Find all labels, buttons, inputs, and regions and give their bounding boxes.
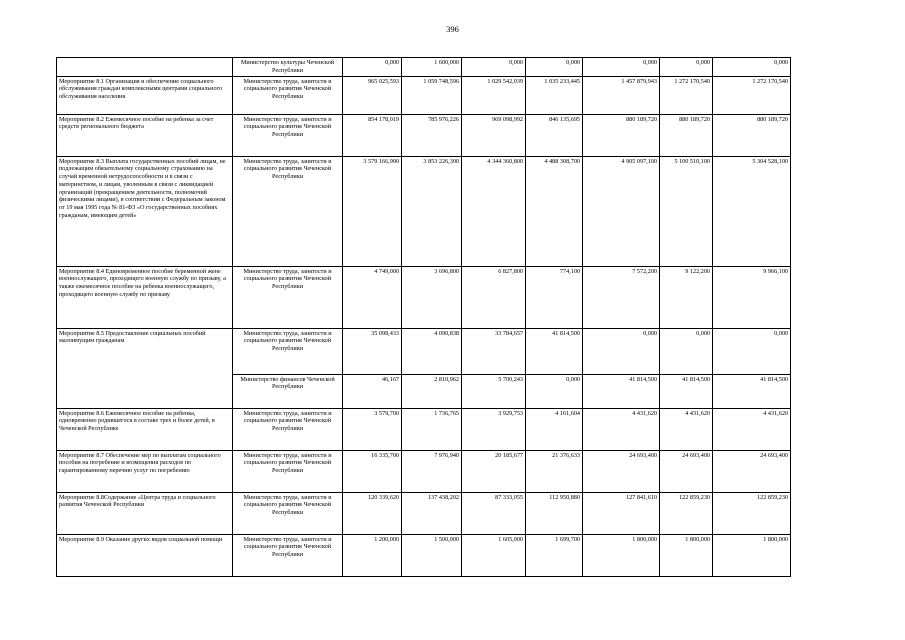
- value-cell: 880 189,720: [583, 114, 660, 156]
- value-cell: 24 693,400: [660, 450, 713, 492]
- activity-name-cell: Мероприятие 8.3 Выплата государственных пособий лицам, не подлежащим обязательному социальному страхованию на случай временной нетрудоспособности и в связи с материнством, и лицам, уволенным в связи с ликвидацией организаций (прекращением деятельности, полномочий физическими лицами), в соответствии с Федеральным законом от 19 мая 1995 года № 81-ФЗ «О государственных пособиях гражданам, имеющим детей»: [57, 156, 233, 266]
- value-cell: 4 431,620: [660, 408, 713, 450]
- value-cell: 4 749,000: [343, 266, 402, 328]
- value-cell: 41 814,500: [583, 374, 660, 408]
- value-cell: 137 438,202: [402, 492, 462, 534]
- value-cell: 0,000: [526, 374, 583, 408]
- value-cell: 127 841,610: [583, 492, 660, 534]
- value-cell: 46,167: [343, 374, 402, 408]
- value-cell: 785 976,226: [402, 114, 462, 156]
- activity-name-cell: Мероприятие 8.2 Ежемесячное пособие на ребенка за счет средств регионального бюджета: [57, 114, 233, 156]
- value-cell: 969 098,992: [462, 114, 526, 156]
- value-cell: 1 699,700: [526, 534, 583, 576]
- value-cell: 1 035 233,445: [526, 76, 583, 114]
- value-cell: 4 488 308,700: [526, 156, 583, 266]
- value-cell: 4 090,838: [402, 328, 462, 374]
- value-cell: 1 800,000: [583, 534, 660, 576]
- value-cell: 24 693,400: [583, 450, 660, 492]
- executor-cell: Министерство культуры Чеченской Республики: [233, 58, 343, 77]
- value-cell: 122 859,230: [713, 492, 791, 534]
- table-row: [57, 58, 791, 77]
- value-cell: 1 457 879,943: [583, 76, 660, 114]
- value-cell: 0,000: [343, 58, 402, 77]
- value-cell: 4 905 097,100: [583, 156, 660, 266]
- value-cell: 20 185,677: [462, 450, 526, 492]
- executor-cell: Министерство труда, занятости и социального развития Чеченской Республики: [233, 534, 343, 576]
- value-cell: 5 700,243: [462, 374, 526, 408]
- value-cell: 3 929,753: [462, 408, 526, 450]
- value-cell: 880 189,720: [660, 114, 713, 156]
- table-row: [57, 328, 791, 374]
- executor-cell: Министерство труда, занятости и социального развития Чеченской Республики: [233, 450, 343, 492]
- value-cell: 5 304 528,100: [713, 156, 791, 266]
- table-row: [57, 156, 791, 266]
- executor-cell: Министерство труда, занятости и социального развития Чеченской Республики: [233, 76, 343, 114]
- value-cell: 4 344 360,800: [462, 156, 526, 266]
- value-cell: 0,000: [583, 58, 660, 77]
- activity-name-cell: Мероприятие 8.9 Оказание других видов социальной помощи: [57, 534, 233, 576]
- value-cell: 1 029 542,039: [462, 76, 526, 114]
- value-cell: 1 605,000: [462, 534, 526, 576]
- value-cell: 774,100: [526, 266, 583, 328]
- value-cell: 0,000: [583, 328, 660, 374]
- value-cell: 1 059 748,596: [402, 76, 462, 114]
- value-cell: 2 810,962: [402, 374, 462, 408]
- table-row: [57, 408, 791, 450]
- value-cell: 0,000: [660, 58, 713, 77]
- value-cell: 1 500,000: [402, 534, 462, 576]
- value-cell: 0,000: [713, 328, 791, 374]
- activity-name-cell: [57, 58, 233, 77]
- table-row: [57, 76, 791, 114]
- table-row: [57, 534, 791, 576]
- value-cell: 122 859,230: [660, 492, 713, 534]
- value-cell: 120 339,620: [343, 492, 402, 534]
- activity-name-cell: Мероприятие 8.6 Ежемесячное пособие на ребенка, одновременно родившегося в составе трех и более детей, в Чеченской Республике: [57, 408, 233, 450]
- value-cell: 0,000: [462, 58, 526, 77]
- value-cell: 41 814,500: [526, 328, 583, 374]
- executor-cell: Министерство труда, занятости и социального развития Чеченской Республики: [233, 328, 343, 374]
- activity-name-cell: Мероприятие 8.8Содержание «Центра труда и социального развития Чеченской Республики: [57, 492, 233, 534]
- value-cell: 3 696,800: [402, 266, 462, 328]
- value-cell: 35 098,433: [343, 328, 402, 374]
- value-cell: 21 376,633: [526, 450, 583, 492]
- value-cell: 1 736,765: [402, 408, 462, 450]
- activity-name-cell: Мероприятие 8.1 Организация и обеспечение социального обслуживания граждан комплексными центрами социального обслуживания населения: [57, 76, 233, 114]
- value-cell: 3 853 226,300: [402, 156, 462, 266]
- value-cell: 854 178,019: [343, 114, 402, 156]
- value-cell: 965 025,593: [343, 76, 402, 114]
- value-cell: 0,000: [713, 58, 791, 77]
- value-cell: 6 827,800: [462, 266, 526, 328]
- value-cell: 1 200,000: [343, 534, 402, 576]
- activity-name-cell: Мероприятие 8.7 Обеспечение мер по выплатам социального пособия на погребение и возмещения расходов по гарантированному перечню услуг по погребению: [57, 450, 233, 492]
- table-row: [57, 450, 791, 492]
- executor-cell: Министерство труда, занятости и социального развития Чеченской Республики: [233, 492, 343, 534]
- value-cell: 1 600,000: [402, 58, 462, 77]
- value-cell: 9 966,100: [713, 266, 791, 328]
- value-cell: 5 100 510,100: [660, 156, 713, 266]
- value-cell: 1 800,000: [713, 534, 791, 576]
- activity-name-cell: Мероприятие 8.4 Единовременное пособие беременной жене военнослужащего, проходящего военную службу по призыву, а также ежемесячное пособие на ребенка военнослужащего, проходящего военную службу по призыву: [57, 266, 233, 328]
- value-cell: 0,000: [526, 58, 583, 77]
- executor-cell: Министерство труда, занятости и социального развития Чеченской Республики: [233, 156, 343, 266]
- page-number: 396: [446, 24, 459, 34]
- value-cell: 4 431,620: [583, 408, 660, 450]
- value-cell: 846 135,695: [526, 114, 583, 156]
- value-cell: 41 814,500: [713, 374, 791, 408]
- value-cell: 1 800,000: [660, 534, 713, 576]
- executor-cell: Министерство финансов Чеченской Республики: [233, 374, 343, 408]
- value-cell: 4 161,604: [526, 408, 583, 450]
- value-cell: 41 814,500: [660, 374, 713, 408]
- value-cell: 33 784,657: [462, 328, 526, 374]
- table-row: [57, 492, 791, 534]
- table-row: [57, 266, 791, 328]
- executor-cell: Министерство труда, занятости и социального развития Чеченской Республики: [233, 114, 343, 156]
- value-cell: 0,000: [660, 328, 713, 374]
- activity-name-cell: Мероприятие 8.5 Предоставление социальных пособий малоимущим гражданам: [57, 328, 233, 408]
- program-table: [56, 57, 791, 577]
- value-cell: 7 572,200: [583, 266, 660, 328]
- value-cell: 1 272 170,540: [713, 76, 791, 114]
- value-cell: 3 579 166,900: [343, 156, 402, 266]
- executor-cell: Министерство труда, занятости и социального развития Чеченской Республики: [233, 266, 343, 328]
- value-cell: 7 976,940: [402, 450, 462, 492]
- value-cell: 112 950,880: [526, 492, 583, 534]
- value-cell: 3 579,700: [343, 408, 402, 450]
- value-cell: 1 272 170,540: [660, 76, 713, 114]
- value-cell: 24 693,400: [713, 450, 791, 492]
- value-cell: 4 431,620: [713, 408, 791, 450]
- value-cell: 9 122,200: [660, 266, 713, 328]
- executor-cell: Министерство труда, занятости и социального развития Чеченской Республики: [233, 408, 343, 450]
- value-cell: 880 189,720: [713, 114, 791, 156]
- value-cell: 16 335,700: [343, 450, 402, 492]
- table-row: [57, 114, 791, 156]
- value-cell: 87 333,055: [462, 492, 526, 534]
